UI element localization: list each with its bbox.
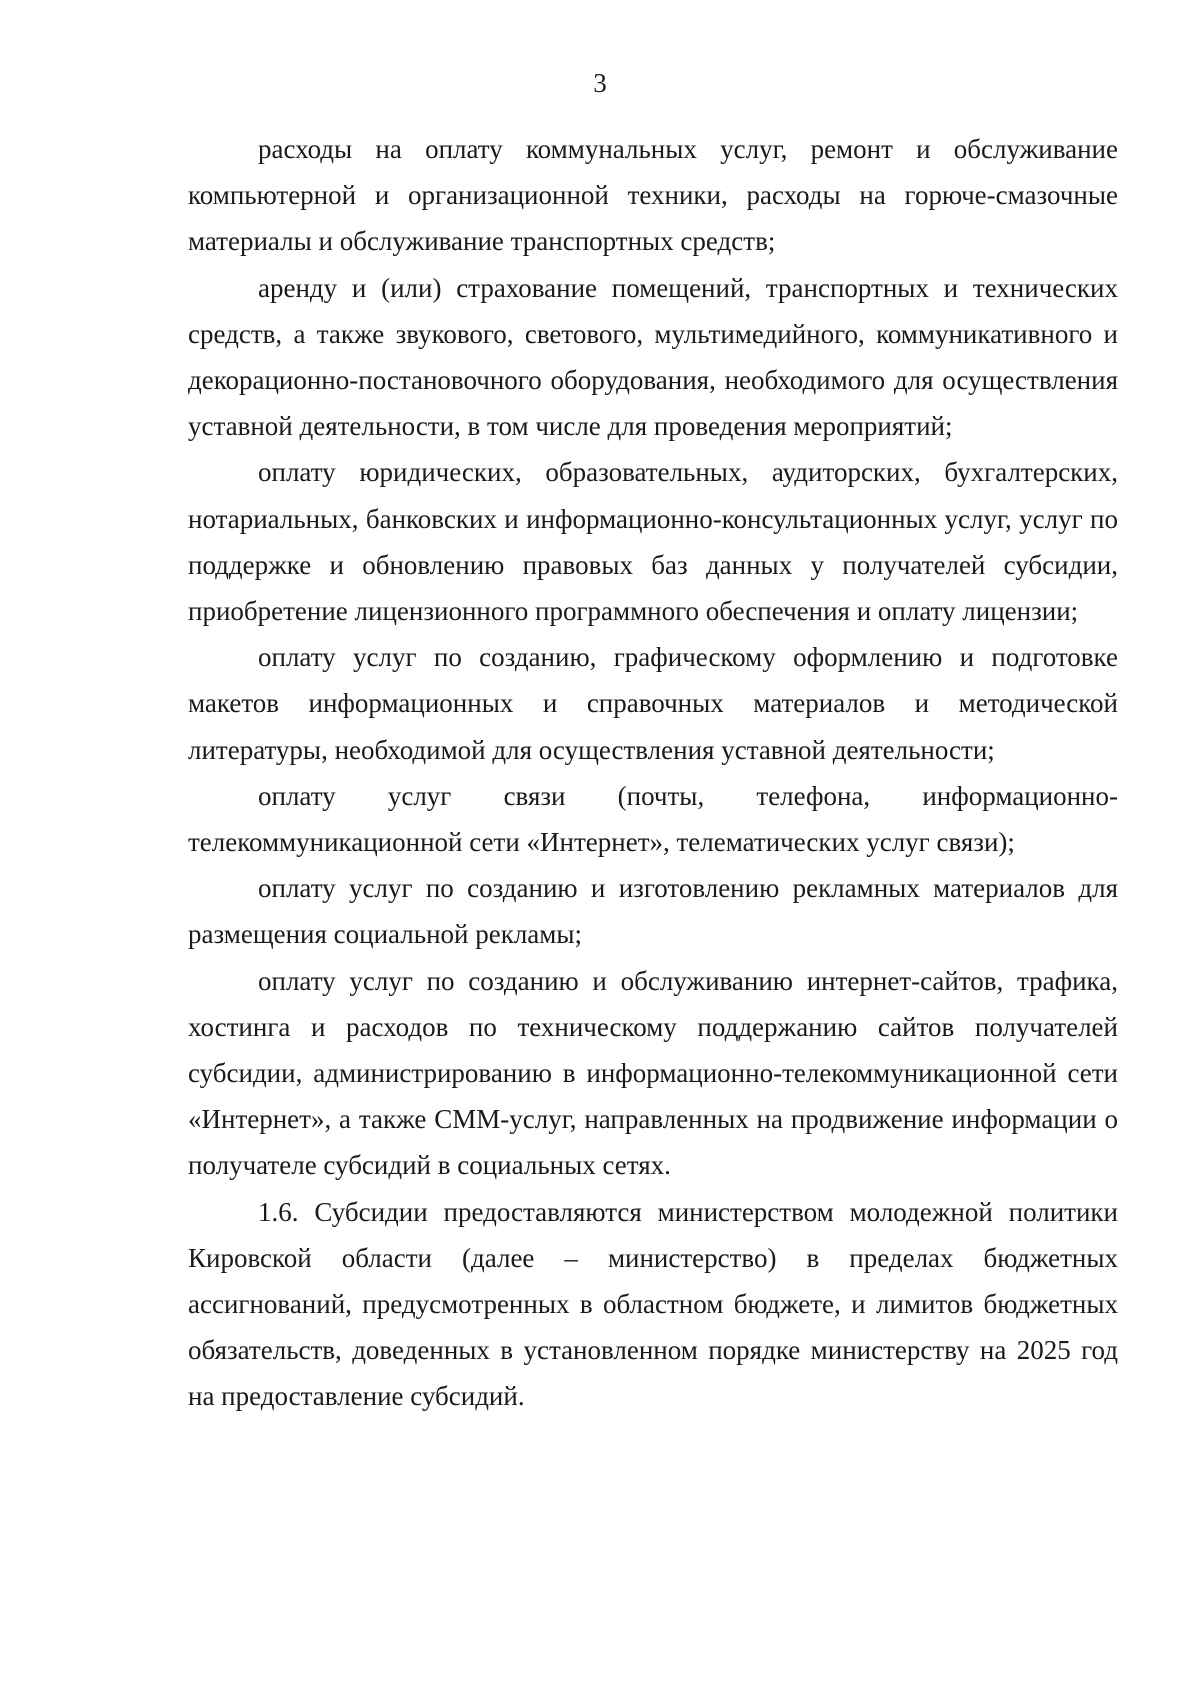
paragraph-communication-services: оплату услуг связи (почты, телефона, информационно-телекоммуникационной сети «Интернет», телематических услуг связи); <box>188 780 1118 858</box>
paragraph-design-services: оплату услуг по созданию, графическому оформлению и подготовке макетов информационных и справочных материалов и методической литературы, необходимой для осуществления уставной деятельности; <box>188 642 1118 765</box>
paragraph-utilities-expenses: расходы на оплату коммунальных услуг, ремонт и обслуживание компьютерной и организационной техники, расходы на горюче-смазочные материалы и обслуживание транспортных средств; <box>188 134 1118 257</box>
paragraph-advertising: оплату услуг по созданию и изготовлению рекламных материалов для размещения социальной рекламы; <box>188 873 1118 950</box>
document-body <box>188 126 1118 1420</box>
paragraph-legal-services: оплату юридических, образовательных, аудиторских, бухгалтерских, нотариальных, банковских и информационно-консультационных услуг, услуг по поддержке и обновлению правовых баз данных у получателей субсидии, приобретение лицензионного программного обеспечения и оплату лицензии; <box>188 457 1118 627</box>
paragraph-section-1-6: 1.6. Субсидии предоставляются министерством молодежной политики Кировской области (далее – министерство) в пределах бюджетных ассигнований, предусмотренных в областном бюджете, и лимитов бюджетных обязательств, доведенных в установленном порядке министерству на 2025 год на предоставление субсидий. <box>188 1196 1118 1412</box>
paragraph-websites-smm: оплату услуг по созданию и обслуживанию интернет-сайтов, трафика, хостинга и расходов по техническому поддержанию сайтов получателей субсидии, администрированию в информационно-телекоммуникационной сети «Интернет», а также СММ-услуг, направленных на продвижение информации о получателе субсидий в социальных сетях. <box>188 965 1118 1181</box>
paragraph-rent-insurance: аренду и (или) страхование помещений, транспортных и технических средств, а также звукового, светового, мультимедийного, коммуникативного и декорационно-постановочного оборудования, необходимого для осуществления уставной деятельности, в том числе для проведения мероприятий; <box>188 272 1118 442</box>
page-number: 3 <box>593 68 607 98</box>
